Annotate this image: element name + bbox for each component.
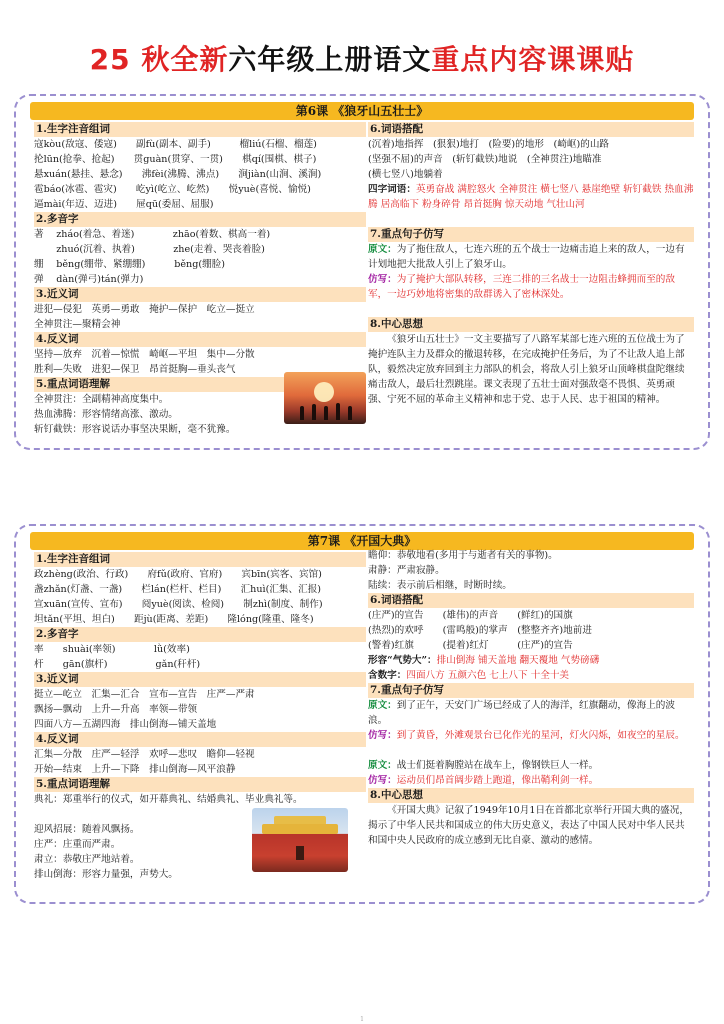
lesson6-section-3-heading: 3.近义词 [34, 287, 366, 302]
imitation-label: 仿写： [368, 730, 397, 741]
lesson7-s5-row: 迎风招展：随着风飘扬。 [34, 824, 140, 835]
lesson7-s2-row: 杆 gān(旗杆) gǎn(秆杆) [34, 659, 201, 670]
lesson7-section-6-heading: 6.词语搭配 [368, 593, 694, 608]
imitation-label: 仿写： [368, 775, 397, 786]
lesson7-right-column [368, 548, 694, 879]
lesson7-s3-row: 飘扬—飘动 上升—升高 率领—带领 [34, 704, 198, 715]
momentum-label: 形容“气势大”： [368, 655, 437, 666]
lesson7-s3-row: 挺立—屹立 汇集—汇合 宣布—宣告 庄严—严肃 [34, 689, 255, 700]
lesson7-header: 第7课 《开国大典》 [30, 532, 694, 550]
lesson6-header: 第6课 《狼牙山五壮士》 [30, 102, 694, 120]
lesson7-card [14, 524, 710, 904]
lesson7-imitation-sentence-1 [368, 728, 694, 758]
original-text: 到了正午，天安门广场已经成了人的海洋，红旗翻动，像海上的波浪。 [368, 700, 675, 726]
lesson7-section-8-heading: 8.中心思想 [368, 788, 694, 803]
lesson6-s5-row: 热血沸腾：形容情绪高涨、激动。 [34, 409, 178, 420]
lesson6-section-4-heading: 4.反义词 [34, 332, 366, 347]
lesson7-s5-row: 排山倒海：形容力量强，声势大。 [34, 869, 178, 880]
lesson7-section-1-heading: 1.生字注音组词 [34, 552, 366, 567]
lesson7-original-sentence-1 [368, 698, 694, 728]
lesson6-s6-row: (坚强不屈)的声音 (斩钉截铁)地说 (全神贯注)地瞄准 [368, 154, 602, 165]
lesson6-s2-row: 绷 běng(绷带、紧绷绷) běng(绷脸) [34, 259, 226, 270]
lesson6-s2-row: 弹 dàn(弹弓)tán(弹力) [34, 274, 144, 285]
lesson6-s1-row: 抡lūn(抢拳、抢起) 贯guàn(贯穿、一贯) 棋qí(围棋、棋子) [34, 154, 317, 165]
lesson7-momentum-words [368, 653, 694, 668]
lesson6-section-2-heading: 2.多音字 [34, 212, 366, 227]
page-title [0, 38, 724, 78]
lesson6-section-6-heading: 6.词语搭配 [368, 122, 694, 137]
lesson7-section-5-heading: 5.重点词语理解 [34, 777, 366, 792]
lesson7-central-idea: 《开国大典》记叙了1949年10月1日在首都北京举行开国大典的盛况，揭示了中华人民共和国成立的伟大历史意义，表达了中国人民对中华人民共和国中央人民政府的成立感到无比自豪、激动的感情。 [368, 805, 689, 846]
imitation-text: 为了掩护大部队转移，三连二排的三名战士一边阻击蜂拥而至的敌军，一边巧妙地将密集的敌群诱入了密林深处。 [368, 274, 675, 300]
lesson6-s5-row: 全神贯注：全副精神高度集中。 [34, 394, 169, 405]
lesson6-s4-row: 坚持—放弃 沉着—惊慌 崎岖—平坦 集中—分散 [34, 349, 255, 360]
original-label: 原文： [368, 244, 397, 255]
lesson6-s1-row: 悬xuán(悬挂、悬念) 沸fèi(沸腾、沸点) 涧jiàn(山涧、溪涧) [34, 169, 322, 180]
lesson6-central-idea: 《狼牙山五壮士》一文主要描写了八路军某部七连六班的五位战士为了掩护连队主力及群众的撤退转移，在完成掩护任务后，为了不让敌人追上部队，毅然决定放弃回到主力部队的机会，将敌人引上狼牙山顶峰棋盘陀继续痛击敌人，最后壮烈跳崖。课文表现了五壮士面对强敌毫不畏惧、英勇顽强、宁死不屈的革命主义精神和忠于党、忠于人民、忠于祖国的精神。 [368, 334, 685, 405]
lesson7-s4-row: 汇集—分散 庄严—轻浮 欢呼—悲叹 瞻仰—轻视 [34, 749, 255, 760]
lesson7-s2-row: 率 shuài(率领) lǜ(效率) [34, 644, 190, 655]
lesson7-s1-row: 盏zhǎn(灯盏、一盏) 栏lán(栏杆、栏目) 汇huì(汇集、汇报) [34, 584, 322, 595]
lesson7-s5-row: 肃立：恭敬庄严地站着。 [34, 854, 140, 865]
title-part-topic: 重点内容课课贴 [431, 43, 635, 76]
lesson7-s3-row: 四面八方—五湖四海 排山倒海—铺天盖地 [34, 719, 217, 730]
lesson6-section-8-heading: 8.中心思想 [368, 317, 694, 332]
original-text: 为了拖住敌人，七连六班的五个战士一边痛击追上来的敌人，一边有计划地把大批敌人引上了狼牙山。 [368, 244, 685, 270]
momentum-words: 排山倒海 铺天盖地 翻天覆地 气势磅礴 [436, 655, 600, 666]
lesson6-s6-row: (横七竖八)地躺着 [368, 169, 443, 180]
lesson6-right-column [368, 122, 694, 458]
original-text: 战士们挺着胸膛站在战车上，像钢铁巨人一样。 [396, 760, 599, 771]
lesson6-s1-row: 雹báo(冰雹、雹灾) 屹yì(屹立、屹然) 悦yuè(喜悦、愉悦) [34, 184, 311, 195]
lesson7-extra-def: 陆续：表示前后相继，时断时续。 [368, 580, 512, 591]
lesson6-s3-row: 全神贯注—聚精会神 [34, 319, 121, 330]
tiananmen-photo [252, 808, 348, 872]
four-char-label: 四字词语： [368, 184, 416, 195]
lesson7-s6-row: (庄严)的宣告 (雄伟)的声音 (鲜红)的国旗 [368, 610, 573, 621]
lesson6-section-5-heading: 5.重点词语理解 [34, 377, 366, 392]
soldiers-sunset-photo [284, 372, 366, 424]
lesson6-s5-row: 斩钉截铁：形容说话办事坚决果断，毫不犹豫。 [34, 424, 236, 435]
four-char-words: 英勇奋战 满腔怒火 全神贯注 横七竖八 悬崖绝壁 斩钉截铁 热血沸腾 居高临下 粉身碎骨 昂首挺胸 惊天动地 气壮山河 [368, 184, 694, 210]
lesson6-s4-row: 胜利—失败 进犯—保卫 昂首挺胸—垂头丧气 [34, 364, 236, 375]
imitation-label: 仿写： [368, 274, 397, 285]
lesson7-original-sentence-2 [368, 758, 694, 773]
imitation-text: 到了黄昏，外滩观景台已化作光的星河，灯火闪烁，如夜空的星辰。 [396, 730, 685, 741]
lesson7-s6-row: (警着)红旗 (提着)红灯 (庄严)的宣告 [368, 640, 573, 651]
lesson6-card [14, 94, 710, 450]
lesson6-section-7-heading: 7.重点句子仿写 [368, 227, 694, 242]
lesson7-s1-row: 宣xuān(宣传、宣布) 阅yuè(阅读、检阅) 制zhì(制度、制作) [34, 599, 323, 610]
lesson6-s3-row: 进犯—侵犯 英勇—勇敢 掩护—保护 屹立—挺立 [34, 304, 255, 315]
lesson7-s1-row: 坦tǎn(平坦、坦白) 距jù(距离、差距) 隆lóng(隆重、隆冬) [34, 614, 314, 625]
original-label: 原文： [368, 760, 397, 771]
title-part-grade: 六年级上册语文 [228, 43, 432, 76]
lesson6-s2-row: 著 zháo(着急、着迷) zhāo(着数、棋高一着) [34, 229, 271, 240]
lesson6-s2-row: zhuó(沉着、执着) zhe(走着、哭丧着脸) [34, 244, 265, 255]
lesson7-extra-def: 瞻仰：恭敬地看(多用于与逝者有关的事物)。 [368, 550, 558, 561]
lesson7-extra-def: 肃静：严肃寂静。 [368, 565, 445, 576]
lesson6-original-sentence [368, 242, 694, 272]
lesson6-s6-row: (沉着)地指挥 (狠狠)地打 (险要)的地形 (崎岖)的山路 [368, 139, 610, 150]
original-label: 原文： [368, 700, 397, 711]
number-words: 四面八方 五颜六色 七上八下 十全十美 [406, 670, 570, 681]
lesson7-section-7-heading: 7.重点句子仿写 [368, 683, 694, 698]
lesson7-s6-row: (热烈)的欢呼 (雷鸣般)的掌声 (整整齐齐)地前进 [368, 625, 592, 636]
page-number: 1 [360, 1016, 364, 1023]
number-words-label: 含数字： [368, 670, 407, 681]
lesson7-s5-row: 典礼：郑重举行的仪式，如开幕典礼、结婚典礼、毕业典礼等。 [34, 794, 303, 805]
title-part-year: 25 秋全新 [89, 43, 229, 76]
lesson7-number-words [368, 668, 694, 683]
lesson7-s4-row: 开始—结束 上升—下降 排山倒海—风平浪静 [34, 764, 236, 775]
lesson6-s1-row: 逼mài(年迈、迈进) 屉qū(委屈、屈服) [34, 199, 214, 210]
lesson7-section-3-heading: 3.近义词 [34, 672, 366, 687]
lesson6-s1-row: 寇kòu(敌寇、倭寇) 副fù(副本、副手) 榴liú(石榴、榴莲) [34, 139, 317, 150]
lesson7-section-4-heading: 4.反义词 [34, 732, 366, 747]
lesson7-s1-row: 政zhèng(政治、行政) 府fǔ(政府、官府) 宾bīn(宾客、宾馆) [34, 569, 322, 580]
lesson6-imitation-sentence [368, 272, 694, 317]
lesson6-section-1-heading: 1.生字注音组词 [34, 122, 366, 137]
lesson7-section-2-heading: 2.多音字 [34, 627, 366, 642]
lesson6-four-char-words [368, 182, 694, 227]
lesson7-imitation-sentence-2 [368, 773, 694, 788]
lesson7-s5-row: 庄严：庄重而严肃。 [34, 839, 121, 850]
imitation-text: 运动员们昂首阔步踏上跑道，像出鞘利剑一样。 [396, 775, 599, 786]
